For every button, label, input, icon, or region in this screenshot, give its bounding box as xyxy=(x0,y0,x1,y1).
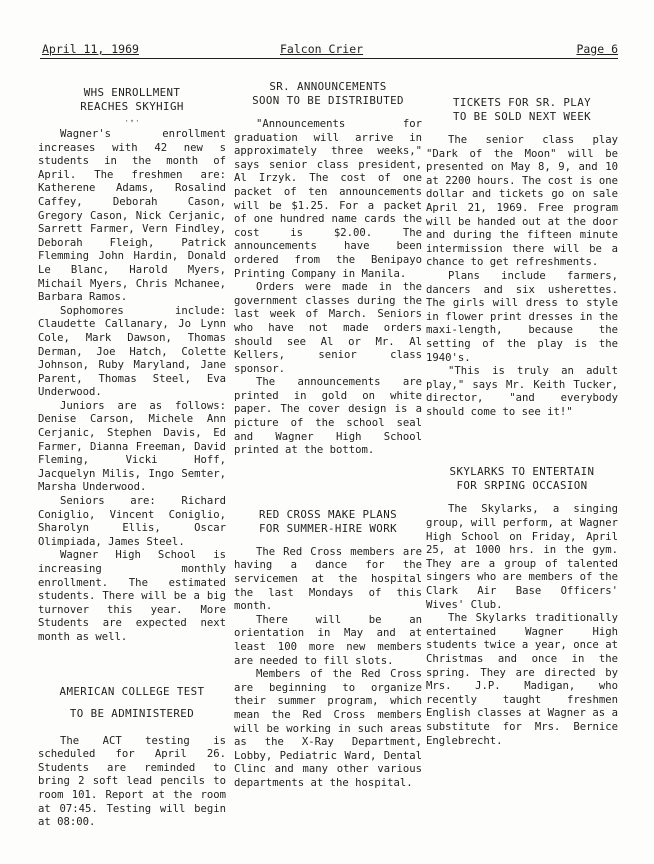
enrollment-para-4: Seniors are: Richard Coniglio, Vincent Coniglio, Sharolyn Ellis, Oscar Olimpiada, James Steel. xyxy=(38,495,226,548)
headline-act: AMERICAN COLLEGE TEST TO BE ADMINISTERED xyxy=(59,684,205,720)
headline-redcross: RED CROSS MAKE PLANS FOR SUMMER-HIRE WORK xyxy=(258,507,397,535)
announcements-para-2: Orders were made in the government classes during the last week of March. Seniors who have not made orders should see Al or Mr. Al Kellers, senior class sponsor. xyxy=(234,281,422,375)
headline-enrollment: WHS ENROLLMENT REACHES SKYHIGH xyxy=(80,86,184,113)
redcross-para-1: The Red Cross members are having a dance for the servicemen at the hospital the last Mondays of this month. xyxy=(234,545,422,613)
announcements-para-3: The announcements are printed in gold on white paper. The cover design is a picture of the school seal and Wagner High School printed at the bottom. xyxy=(234,376,422,457)
act-para-1: The ACT testing is scheduled for April 26. Students are reminded to bring 2 soft lead pencils to room 101. Report at the room at 07:45. Testing will begin at 08:00. xyxy=(38,734,226,829)
issue-date: April 11, 1969 xyxy=(42,42,139,56)
column-right xyxy=(426,96,618,748)
article-skylarks xyxy=(426,465,618,748)
skylarks-para-1: The Skylarks, a singing group, will perform, at Wagner High School on Friday, April 25, at 1000 hrs. in the gym. They are a group of talented singers who are members of the Clark Air Base Officers' Wives' Club. xyxy=(426,503,618,611)
enrollment-para-2: Sophomores include: Claudette Callanary, Jo Lynn Cole, Mark Dawson, Thomas Derman, Joe Hatch, Colette Johnson, Ruby Maryland, Jane Parent, Thomas Steel, Eva Underwood. xyxy=(38,304,226,399)
page-number: Page 6 xyxy=(576,42,618,56)
enrollment-para-5: Wagner High School is increasing monthly enrollment. The estimated students. There will be a big turnover this year. More Students are expected next month as well. xyxy=(38,549,226,643)
article-announcements xyxy=(234,80,422,458)
headline-announcements: SR. ANNOUNCEMENTS SOON TO BE DISTRIBUTED xyxy=(252,80,404,107)
paper-name: Falcon Crier xyxy=(280,42,364,56)
play-para-3: "This is truly an adult play," says Mr. Keith Tucker, director, "and everybody should come to see it!" xyxy=(426,365,618,418)
article-act xyxy=(38,681,226,830)
redcross-para-3: Members of the Red Cross are beginning to organize their summer program, which mean the Red Cross members will be working in such areas as the X-Ray Department, Lobby, Pediatric Ward, Dental Clinc and many other various departments at the hospital. xyxy=(234,668,422,789)
ornament-icon: ·⋆· xyxy=(123,117,141,127)
article-enrollment xyxy=(38,86,226,645)
enrollment-para-3: Juniors are as follows: Denise Carson, Michele Ann Cerjanic, Stephen Davis, Ed Farmer, Dianna Freeman, David Fleming, Vicki Hoff, Jacquelyn Milis, Ingo Semter, Marsha Underwood. xyxy=(38,399,226,494)
play-para-1: The senior class play "Dark of the Moon" will be presented on May 8, 9, and 10 at 2200 hours. The cost is one dollar and tickets go on sale April 21, 1969. Free program will be handed out at the door and during the fifteen minute intermission there will be a chance to get refreshments. xyxy=(426,134,618,269)
redcross-para-2: There will be an orientation in May and at least 100 more new members are needed to fill slots. xyxy=(234,613,422,667)
skylarks-para-2: The Skylarks traditionally entertained Wagner High students twice a year, once at Christmas and once in the spring. They are directed by Mrs. J.P. Madigan, who recently taught freshmen English classes at Wagner as a substitute for Mrs. Bernice Englebrecht. xyxy=(426,612,618,747)
masthead xyxy=(40,40,618,59)
column-left xyxy=(38,86,226,830)
column-middle xyxy=(234,80,422,791)
headline-play: TICKETS FOR SR. PLAY TO BE SOLD NEXT WEEK xyxy=(452,96,591,123)
enrollment-para-1: Wagner's enrollment increases with 42 new s students in the month of April. The freshmen are: Katherene Adams, Rosalind Caffey, Deborah Cason, Gregory Cason, Nick Cerjanic, Sarrett Farmer, Vern Findley, Deborah Fleigh, Patrick Flemming John Hardin, Donald Le Blanc, Harold Myers, Michail Myers, Chris Mchanee, Barbara Ramos. xyxy=(38,128,226,304)
play-para-2: Plans include farmers, dancers and six usherettes. The girls will dress to style in flower print dresses in the maxi-length, because the setting of the play is the 1940's. xyxy=(426,269,618,364)
article-redcross xyxy=(234,508,422,791)
headline-skylarks: SKYLARKS TO ENTERTAIN FOR SRPING OCCASION xyxy=(449,465,595,493)
article-play xyxy=(426,96,618,419)
announcements-para-1: "Announcements for graduation will arrive in approximately three weeks," says senior class president, Al Irzyk. The cost of one packet of ten announcements will be $1.25. For a packet of one hundred name cards the cost is $2.00. The announcements have been ordered from the Benipayo Printing Company in Manila. xyxy=(234,118,422,280)
